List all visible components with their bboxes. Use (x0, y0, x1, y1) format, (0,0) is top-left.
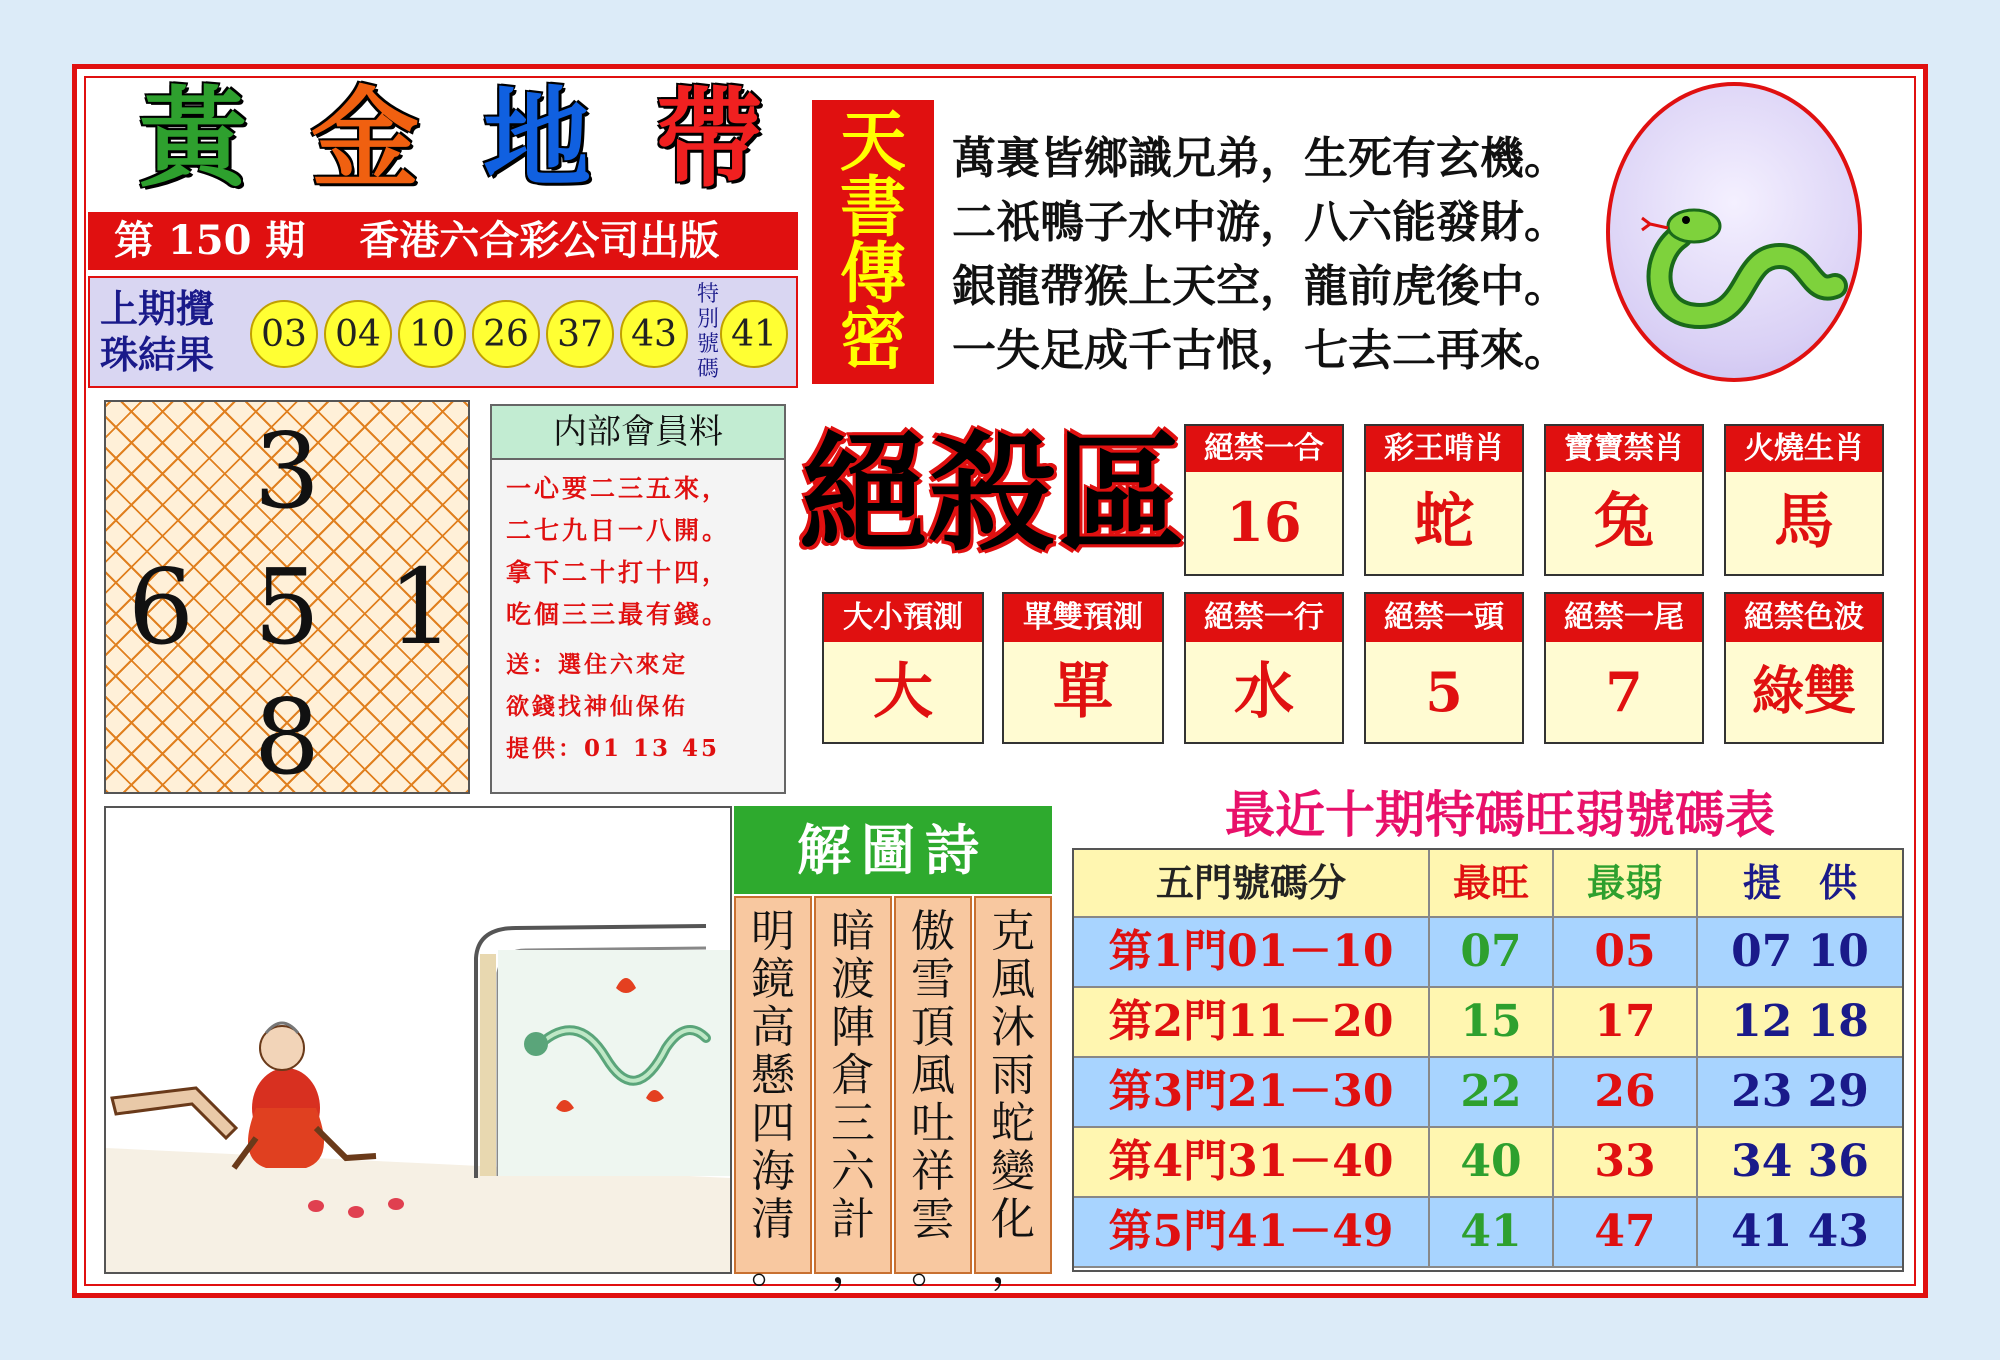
table-header: 最旺 (1430, 850, 1554, 918)
table-cell: 34 36 (1698, 1128, 1902, 1198)
table-cell: 40 (1430, 1128, 1554, 1198)
kill-cell (1724, 592, 1884, 744)
lattice-number-left: 6 (127, 546, 195, 668)
title-char-3: 地 (482, 77, 591, 202)
kill-cell-value: 馬 (1774, 487, 1834, 557)
kill-cell-label: 火燒生肖 (1726, 426, 1882, 472)
table-cell: 41 43 (1698, 1198, 1902, 1268)
kill-cell (1002, 592, 1164, 744)
riddle-line: 銀龍帶猴上天空，龍前虎後中。 (952, 261, 1568, 312)
special-number-table (1072, 848, 1904, 1272)
kill-cell-label: 寶寶禁肖 (1546, 426, 1702, 472)
special-number-label: 特別號碼 (696, 282, 719, 382)
result-ball: 10 (398, 300, 466, 368)
kill-cell (1184, 592, 1344, 744)
lattice-number-top: 3 (253, 410, 321, 532)
riddle-line: 一失足成千古恨，七去二再來。 (952, 325, 1568, 376)
poem-column: 傲 雪 頂 風 吐 祥 雲 。 (894, 896, 972, 1274)
riddle-line: 萬裏皆鄉識兄弟，生死有玄機。 (952, 133, 1568, 184)
table-cell: 17 (1554, 988, 1698, 1058)
member-line: 送：選住六來定 (506, 651, 688, 678)
kill-cell-label: 大小預測 (824, 594, 982, 642)
lattice-number-bottom: 8 (253, 676, 321, 798)
kill-cell-value: 大 (873, 657, 933, 727)
riddle-line: 二祇鴨子水中游，八六能發財。 (952, 197, 1568, 248)
kill-cell-label: 絕禁一頭 (1366, 594, 1522, 642)
kill-cell-value: 單 (1053, 657, 1113, 727)
poem-title: 解圖詩 (734, 806, 1052, 894)
kill-cell-value: 16 (1226, 490, 1302, 554)
kill-cell (1724, 424, 1884, 576)
member-line: 二七九日一八開。 (506, 516, 731, 545)
kill-cell-value: 7 (1605, 660, 1643, 724)
result-ball: 43 (620, 300, 688, 368)
title-char-2: 金 (310, 77, 419, 202)
member-line: 吃個三三最有錢。 (506, 600, 731, 629)
kill-cell-label: 絕禁一合 (1186, 426, 1342, 472)
kill-cell-label: 絕禁一行 (1186, 594, 1342, 642)
table-cell: 12 18 (1698, 988, 1902, 1058)
tianshu-title: 天 書 傳 密 (840, 102, 906, 378)
special-number-ball: 41 (720, 300, 788, 368)
kill-cell-value: 5 (1425, 660, 1463, 724)
kill-cell (1544, 424, 1704, 576)
table-cell: 07 10 (1698, 918, 1902, 988)
illustration-scene (106, 808, 730, 1272)
issue-banner: 第 150 期 香港六合彩公司出版 (88, 212, 798, 270)
kill-cell-value: 蛇 (1414, 487, 1474, 557)
result-ball: 03 (250, 300, 318, 368)
kill-cell-label: 彩王啃肖 (1366, 426, 1522, 472)
kill-cell-value: 綠雙 (1751, 661, 1856, 722)
lattice-number-center: 5 (253, 546, 321, 668)
result-ball: 26 (472, 300, 540, 368)
poem-column: 克 風 沐 雨 蛇 變 化 ， (974, 896, 1052, 1274)
table-header: 五門號碼分 (1074, 850, 1430, 918)
poem-column: 暗 渡 陣 倉 三 六 計 ， (814, 896, 892, 1274)
table-cell: 05 (1554, 918, 1698, 988)
illustration-panel (104, 806, 732, 1274)
title-char-1: 黃 (138, 77, 247, 202)
kill-zone-title: 絕殺區 (800, 420, 1185, 569)
table-cell: 33 (1554, 1128, 1698, 1198)
result-ball: 37 (546, 300, 614, 368)
kill-cell-label: 絕禁色波 (1726, 594, 1882, 642)
lattice-number-right: 1 (387, 546, 455, 668)
member-line: 拿下二十打十四， (506, 558, 731, 587)
kill-cell (1364, 592, 1524, 744)
table-row-label: 第4門31－40 (1074, 1128, 1430, 1198)
member-panel-title: 内部會員料 (490, 404, 786, 460)
result-ball: 04 (324, 300, 392, 368)
table-cell: 47 (1554, 1198, 1698, 1268)
table-cell: 26 (1554, 1058, 1698, 1128)
title-char-4: 帶 (654, 77, 763, 202)
table-row-label: 第2門11－20 (1074, 988, 1430, 1058)
table-row-label: 第1門01－10 (1074, 918, 1430, 988)
kill-cell-label: 絕禁一尾 (1546, 594, 1702, 642)
table-row-label: 第5門41－49 (1074, 1198, 1430, 1268)
table-cell: 15 (1430, 988, 1554, 1058)
member-line: 提供：01 13 45 (506, 735, 721, 762)
kill-cell (1364, 424, 1524, 576)
table-cell: 07 (1430, 918, 1554, 988)
kill-cell (822, 592, 984, 744)
table-header: 最弱 (1554, 850, 1698, 918)
kill-cell-value: 水 (1234, 657, 1294, 727)
member-line: 欲錢找神仙保佑 (506, 693, 688, 720)
snake-medallion (1606, 82, 1862, 382)
snake-icon (1610, 86, 1858, 378)
table-header: 提 供 (1698, 850, 1902, 918)
member-line: 一心要二三五來， (506, 474, 731, 503)
table-cell: 22 (1430, 1058, 1554, 1128)
kill-cell (1544, 592, 1704, 744)
table-row-label: 第3門21－30 (1074, 1058, 1430, 1128)
kill-cell (1184, 424, 1344, 576)
table-cell: 41 (1430, 1198, 1554, 1268)
special-number-table-title: 最近十期特碼旺弱號碼表 (1225, 786, 1775, 844)
kill-cell-value: 兔 (1594, 487, 1654, 557)
poem-column: 明 鏡 高 懸 四 海 清 。 (734, 896, 812, 1274)
last-result-label: 上期攪 珠結果 (100, 287, 215, 377)
kill-cell-label: 單雙預測 (1004, 594, 1162, 642)
table-cell: 23 29 (1698, 1058, 1902, 1128)
